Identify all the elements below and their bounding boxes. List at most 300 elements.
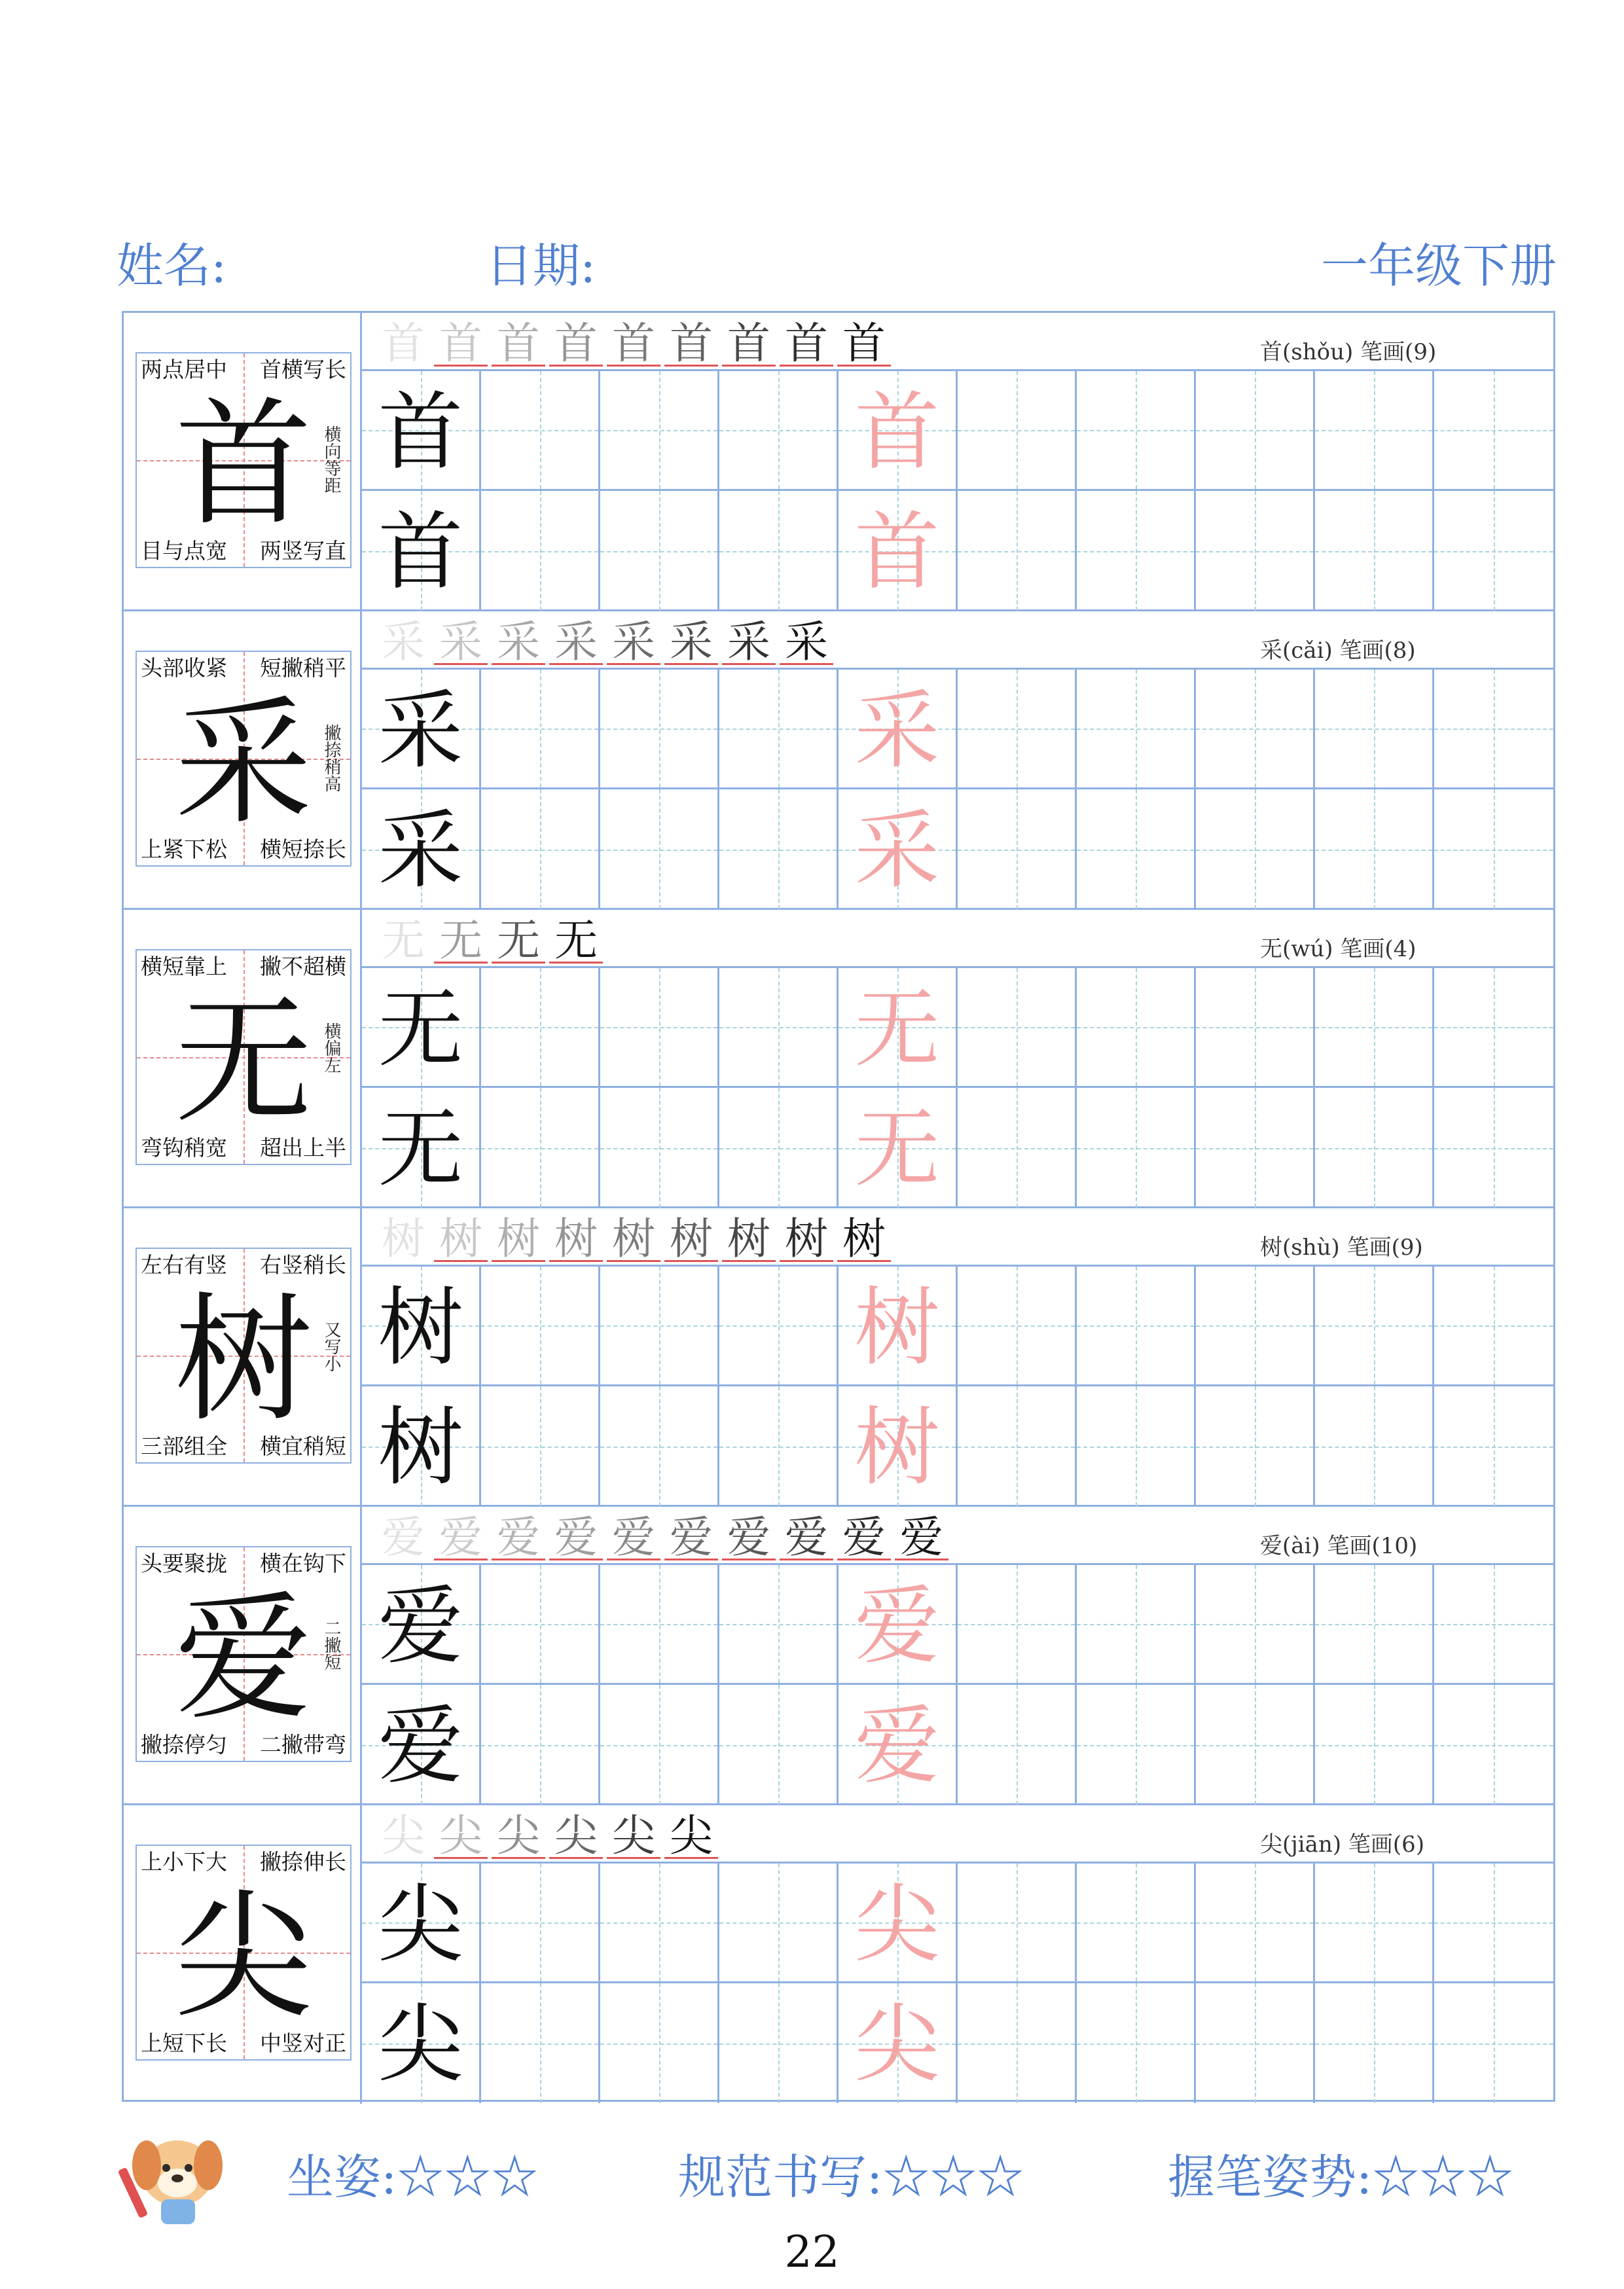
cell-guide [1136,1267,1137,1384]
tian-grid-cell[interactable] [1434,968,1553,1086]
tian-grid-cell[interactable] [600,371,719,489]
cell-guide [1374,1983,1375,2103]
cell-guide [1017,491,1018,611]
tian-grid-cell[interactable] [1315,670,1434,787]
tian-grid-cell[interactable] [481,491,600,611]
cell-guide [1017,371,1018,489]
tian-grid-cell[interactable] [362,1267,481,1384]
tian-grid-cell[interactable] [1315,371,1434,489]
tian-grid-cell[interactable] [1077,1267,1196,1384]
cell-guide [778,1685,780,1805]
tian-grid-cell[interactable] [600,670,719,787]
stroke-step: 采 [664,619,718,665]
tian-grid-cell[interactable] [839,1088,958,1208]
stroke-step: 树 [382,1214,425,1264]
model-character: 爱 [378,1696,463,1795]
tian-grid-cell[interactable] [362,491,481,611]
tian-grid-cell[interactable] [1434,670,1553,787]
cell-guide [540,1565,541,1683]
writing-tip: 短撇稍平 [260,655,346,681]
tian-grid-cell[interactable] [481,1685,600,1805]
stroke-step: 无 [434,918,488,964]
cell-guide [1494,1983,1495,2103]
writing-tip: 三部组全 [141,1433,227,1459]
tian-grid-cell[interactable] [1315,1565,1434,1683]
pen-grip-rating: 握笔姿势:☆☆☆ [1168,2150,1514,2205]
cell-guide [1494,1088,1495,1208]
tian-grid-cell[interactable] [958,491,1077,611]
writing-tip: 首横写长 [260,357,346,382]
stroke-order-strip [362,1805,1553,1864]
trace-character: 采 [854,801,940,900]
tian-grid-cell[interactable] [1077,670,1196,787]
cell-guide [778,968,780,1086]
tian-grid-cell[interactable] [600,491,719,611]
reference-card [135,651,352,867]
stroke-step: 树 [607,1216,660,1262]
cell-guide [659,1088,660,1208]
cell-guide [778,789,780,909]
writing-tip: 弯钩稍宽 [141,1135,227,1161]
cell-guide [540,371,541,489]
cell-guide [1136,1864,1137,1981]
tian-grid-cell[interactable] [1077,1983,1196,2103]
cell-guide [659,1864,660,1981]
cell-guide [1374,371,1375,489]
cell-guide [1017,1864,1018,1981]
tian-grid-cell[interactable] [481,1565,600,1683]
stroke-step: 采 [722,619,776,665]
tian-grid-cell[interactable] [839,1685,958,1805]
stroke-step: 首 [607,321,660,367]
sitting-posture-rating: 坐姿:☆☆☆ [287,2150,539,2205]
trace-character: 爱 [854,1696,940,1795]
writing-tip: 目与点宽 [141,538,227,564]
tian-grid-cell[interactable] [1434,1983,1553,2103]
practice-row [362,968,1553,1088]
tian-grid-cell[interactable] [600,1864,719,1981]
cell-guide [1255,491,1256,611]
stroke-step: 爱 [837,1515,891,1560]
tian-grid-cell[interactable] [839,491,958,611]
writing-tip: 上短下长 [141,2030,227,2056]
reference-panel [124,313,362,609]
trace-character: 采 [854,681,940,780]
stroke-step: 尖 [664,1813,718,1859]
tian-grid-cell[interactable] [1077,789,1196,909]
tian-grid-cell[interactable] [1196,371,1315,489]
practice-row [362,1088,1553,1208]
tian-grid-cell[interactable] [600,789,719,909]
tian-grid-cell[interactable] [1315,1267,1434,1384]
tian-grid-cell[interactable] [1315,1386,1434,1506]
cell-guide [540,670,541,787]
tian-grid-cell[interactable] [958,1864,1077,1981]
stroke-step: 采 [492,619,545,665]
tian-grid-cell[interactable] [839,1565,958,1683]
tian-grid-cell[interactable] [839,789,958,909]
cell-guide [778,1864,780,1981]
tian-grid-cell[interactable] [600,1267,719,1384]
cell-guide [1494,968,1495,1086]
pinyin-stroke-info: 首(shǒu) 笔画(9) [1260,339,1437,365]
stroke-step: 爱 [722,1515,776,1560]
tian-grid-cell[interactable] [1434,491,1553,611]
tian-grid-cell[interactable] [1315,1983,1434,2103]
cell-guide [659,1565,660,1683]
stroke-step: 无 [492,918,545,964]
tian-grid-cell[interactable] [1196,1983,1315,2103]
cell-guide [1494,1565,1495,1683]
reference-card [135,1248,352,1464]
cell-guide [659,1685,660,1805]
tian-grid-cell[interactable] [600,1983,719,2103]
tian-grid-cell[interactable] [1434,1386,1553,1506]
pinyin-stroke-info: 树(shù) 笔画(9) [1260,1235,1423,1261]
tian-grid-cell[interactable] [719,1983,839,2103]
cell-guide [1017,1267,1018,1384]
stroke-sequence [376,1512,948,1562]
tian-grid-cell[interactable] [481,789,600,909]
cell-guide [659,670,660,787]
reference-character: 无 [174,981,312,1142]
writing-tip: 两竖写直 [260,538,346,564]
tian-grid-cell[interactable] [481,968,600,1086]
cell-guide [1494,670,1495,787]
tian-grid-cell[interactable] [362,670,481,787]
stroke-sequence [376,318,891,369]
tian-grid-cell[interactable] [481,371,600,489]
tian-grid-cell[interactable] [839,1864,958,1981]
cell-guide [540,968,541,1086]
cell-guide [540,789,541,909]
cell-guide [1255,670,1256,787]
tian-grid-cell[interactable] [1196,1685,1315,1805]
cell-guide [1494,1267,1495,1384]
stroke-step: 采 [607,619,660,665]
reference-character: 尖 [174,1877,312,2037]
tian-grid-cell[interactable] [481,1386,600,1506]
cell-guide [540,1864,541,1981]
puppy-mascot-icon [115,2127,233,2226]
stroke-step: 首 [434,321,488,367]
reference-card [135,352,352,568]
tian-grid-cell[interactable] [1434,371,1553,489]
writing-tip: 左右有竖 [141,1252,227,1278]
tian-grid-cell[interactable] [958,1565,1077,1683]
tian-grid-cell[interactable] [958,968,1077,1086]
cell-guide [1017,968,1018,1086]
practice-row [362,1864,1553,1983]
stroke-step: 爱 [607,1515,660,1560]
tian-grid-cell[interactable] [362,1565,481,1683]
cell-guide [1374,1565,1375,1683]
tian-grid-cell[interactable] [362,1864,481,1981]
cell-guide [1374,1386,1375,1506]
tian-grid-cell[interactable] [719,491,839,611]
reference-card [135,1546,352,1762]
stroke-step: 采 [780,619,833,665]
cell-guide [1494,491,1495,611]
tian-grid-cell[interactable] [1196,789,1315,909]
reference-character: 树 [174,1280,312,1440]
reference-panel [124,910,362,1206]
cell-guide [1374,1864,1375,1981]
stroke-step: 首 [837,321,891,367]
tian-grid-cell[interactable] [600,1088,719,1208]
practice-row [362,371,1553,491]
stroke-step: 爱 [664,1515,718,1560]
character-block [124,1208,1553,1507]
side-note: 二撇短 [321,1619,341,1670]
writing-tip: 两点居中 [141,357,227,382]
trace-character: 尖 [854,1875,940,1974]
tian-grid-cell[interactable] [1077,1386,1196,1506]
stroke-step: 尖 [382,1811,425,1861]
tian-grid-cell[interactable] [1434,789,1553,909]
tian-grid-cell[interactable] [719,789,839,909]
tian-grid-cell[interactable] [600,968,719,1086]
cell-guide [1136,1983,1137,2103]
character-block [124,611,1553,910]
tian-grid-cell[interactable] [958,371,1077,489]
tian-grid-cell[interactable] [600,1565,719,1683]
writing-tip: 上紧下松 [141,837,227,862]
cell-guide [778,1565,780,1683]
writing-tip: 横短靠上 [141,954,227,979]
tian-grid-cell[interactable] [839,371,958,489]
practice-row [362,1267,1553,1386]
tian-grid-cell[interactable] [1077,968,1196,1086]
tian-grid-cell[interactable] [481,1267,600,1384]
tian-grid-cell[interactable] [1315,968,1434,1086]
cell-guide [1136,1685,1137,1805]
character-block [124,1507,1553,1805]
name-label: 姓名: [117,238,227,293]
tian-grid-cell[interactable] [958,1685,1077,1805]
cell-guide [1255,968,1256,1086]
stroke-order-strip [362,1208,1553,1267]
tian-grid-cell[interactable] [1434,1565,1553,1683]
cell-guide [659,789,660,909]
stroke-sequence [376,619,833,665]
tian-grid-cell[interactable] [1077,1685,1196,1805]
cell-guide [1374,968,1375,1086]
model-character: 采 [378,681,463,780]
cell-guide [1255,1685,1256,1805]
tian-grid-cell[interactable] [1315,1088,1434,1208]
tian-grid-cell[interactable] [1434,1864,1553,1981]
tian-grid-cell[interactable] [481,670,600,787]
tian-grid-cell[interactable] [1196,968,1315,1086]
writing-tip: 上小下大 [141,1849,227,1875]
tian-grid-cell[interactable] [719,1267,839,1384]
tian-grid-cell[interactable] [1196,1267,1315,1384]
tian-grid-cell[interactable] [958,670,1077,787]
stroke-step: 尖 [434,1813,488,1859]
stroke-step: 树 [780,1216,833,1262]
cell-guide [1494,1864,1495,1981]
cell-guide [1136,789,1137,909]
writing-tip: 超出上半 [260,1135,346,1161]
character-block [124,313,1553,611]
stroke-step: 采 [434,619,488,665]
tian-grid-cell[interactable] [958,1267,1077,1384]
trace-character: 树 [854,1278,940,1377]
writing-tip: 横短捺长 [260,837,346,862]
tian-grid-cell[interactable] [839,968,958,1086]
reference-card [135,1845,352,2061]
cell-guide [1136,1088,1137,1208]
tian-grid-cell[interactable] [839,670,958,787]
trace-character: 首 [854,502,940,602]
stroke-sequence [376,915,603,965]
writing-tip: 头要聚拢 [141,1551,227,1576]
side-note: 横偏左 [321,1022,341,1073]
reference-character: 首 [174,384,312,545]
tian-grid-cell[interactable] [600,1685,719,1805]
tian-grid-cell[interactable] [1196,1565,1315,1683]
cell-guide [1017,1685,1018,1805]
cell-guide [1017,670,1018,787]
tian-grid-cell[interactable] [1077,491,1196,611]
cell-guide [778,371,780,489]
cell-guide [1494,371,1495,489]
tian-grid-cell[interactable] [1196,1864,1315,1981]
tian-grid-cell[interactable] [1315,1864,1434,1981]
cell-guide [540,1267,541,1384]
stroke-step: 首 [549,321,603,367]
tian-grid-cell[interactable] [839,1386,958,1506]
tian-grid-cell[interactable] [719,1864,839,1981]
cell-guide [1017,1983,1018,2103]
tian-grid-cell[interactable] [719,1565,839,1683]
tian-grid-cell[interactable] [362,371,481,489]
tian-grid-cell[interactable] [1434,1685,1553,1805]
practice-row [362,670,1553,789]
tian-grid-cell[interactable] [839,1983,958,2103]
model-character: 无 [378,1099,463,1199]
tian-grid-cell[interactable] [1434,1267,1553,1384]
tian-grid-cell[interactable] [958,1983,1077,2103]
reference-panel [124,1208,362,1505]
cell-guide [659,1386,660,1506]
tian-grid-cell[interactable] [1315,491,1434,611]
tian-grid-cell[interactable] [1077,1864,1196,1981]
model-character: 首 [378,502,463,602]
writing-tip: 撇不超横 [260,954,346,979]
stroke-step: 首 [664,321,718,367]
writing-tip: 二撇带弯 [260,1732,346,1757]
tian-grid-cell[interactable] [1196,491,1315,611]
model-character: 爱 [378,1576,463,1676]
cell-guide [1255,1565,1256,1683]
stroke-order-strip [362,313,1553,371]
tian-grid-cell[interactable] [1077,371,1196,489]
cell-guide [1136,1565,1137,1683]
cell-guide [1374,670,1375,787]
stroke-step: 爱 [895,1515,948,1560]
tian-grid-cell[interactable] [481,1088,600,1208]
stroke-step: 爱 [780,1515,833,1560]
stroke-step: 首 [780,321,833,367]
writing-tip: 横宜稍短 [260,1433,346,1459]
tian-grid-cell[interactable] [1077,1088,1196,1208]
tian-grid-cell[interactable] [958,1386,1077,1506]
tian-grid-cell[interactable] [719,1088,839,1208]
tian-grid-cell[interactable] [362,1983,481,2103]
tian-grid-cell[interactable] [719,968,839,1086]
tian-grid-cell[interactable] [1434,1088,1553,1208]
cell-guide [540,491,541,611]
trace-character: 尖 [854,1994,940,2094]
tian-grid-cell[interactable] [362,789,481,909]
tian-grid-cell[interactable] [1196,670,1315,787]
date-label: 日期: [486,238,596,293]
cell-guide [1255,1864,1256,1981]
tian-grid-cell[interactable] [1077,1565,1196,1683]
pinyin-stroke-info: 采(cǎi) 笔画(8) [1260,638,1416,664]
pinyin-stroke-info: 爱(ài) 笔画(10) [1260,1533,1418,1559]
model-character: 首 [378,382,463,482]
tian-grid-cell[interactable] [958,789,1077,909]
cell-guide [1374,789,1375,909]
tian-grid-cell[interactable] [958,1088,1077,1208]
tian-grid-cell[interactable] [362,1685,481,1805]
tian-grid-cell[interactable] [1315,1685,1434,1805]
tian-grid-cell[interactable] [481,1864,600,1981]
stroke-step: 尖 [549,1813,603,1859]
trace-character: 无 [854,979,940,1079]
tian-grid-cell[interactable] [719,1386,839,1506]
trace-character: 首 [854,382,940,482]
stroke-step: 树 [549,1216,603,1262]
trace-character: 树 [854,1397,940,1497]
tian-grid-cell[interactable] [839,1267,958,1384]
tian-grid-cell[interactable] [1196,1088,1315,1208]
cell-guide [1136,371,1137,489]
tian-grid-cell[interactable] [719,1685,839,1805]
cell-guide [778,1386,780,1506]
tian-grid-cell[interactable] [719,371,839,489]
cell-guide [1494,1685,1495,1805]
tian-grid-cell[interactable] [1196,1386,1315,1506]
stroke-step: 采 [549,619,603,665]
cell-guide [659,491,660,611]
tian-grid-cell[interactable] [481,1983,600,2103]
tian-grid-cell[interactable] [362,1386,481,1506]
tian-grid-cell[interactable] [362,968,481,1086]
stroke-order-strip [362,611,1553,670]
reference-character: 采 [174,683,312,843]
stroke-step: 首 [382,318,425,369]
stroke-step: 无 [382,915,425,965]
tian-grid-cell[interactable] [719,670,839,787]
tian-grid-cell[interactable] [1315,789,1434,909]
side-note: 撇捺稍高 [321,724,341,792]
cell-guide [778,1088,780,1208]
pinyin-stroke-info: 无(wú) 笔画(4) [1260,936,1416,962]
cell-guide [778,491,780,611]
trace-character: 无 [854,1099,940,1199]
cell-guide [659,371,660,489]
cell-guide [540,1983,541,2103]
tian-grid-cell[interactable] [362,1088,481,1208]
cell-guide [1017,789,1018,909]
tian-grid-cell[interactable] [600,1386,719,1506]
model-character: 采 [378,801,463,900]
reference-panel [124,1805,362,2104]
